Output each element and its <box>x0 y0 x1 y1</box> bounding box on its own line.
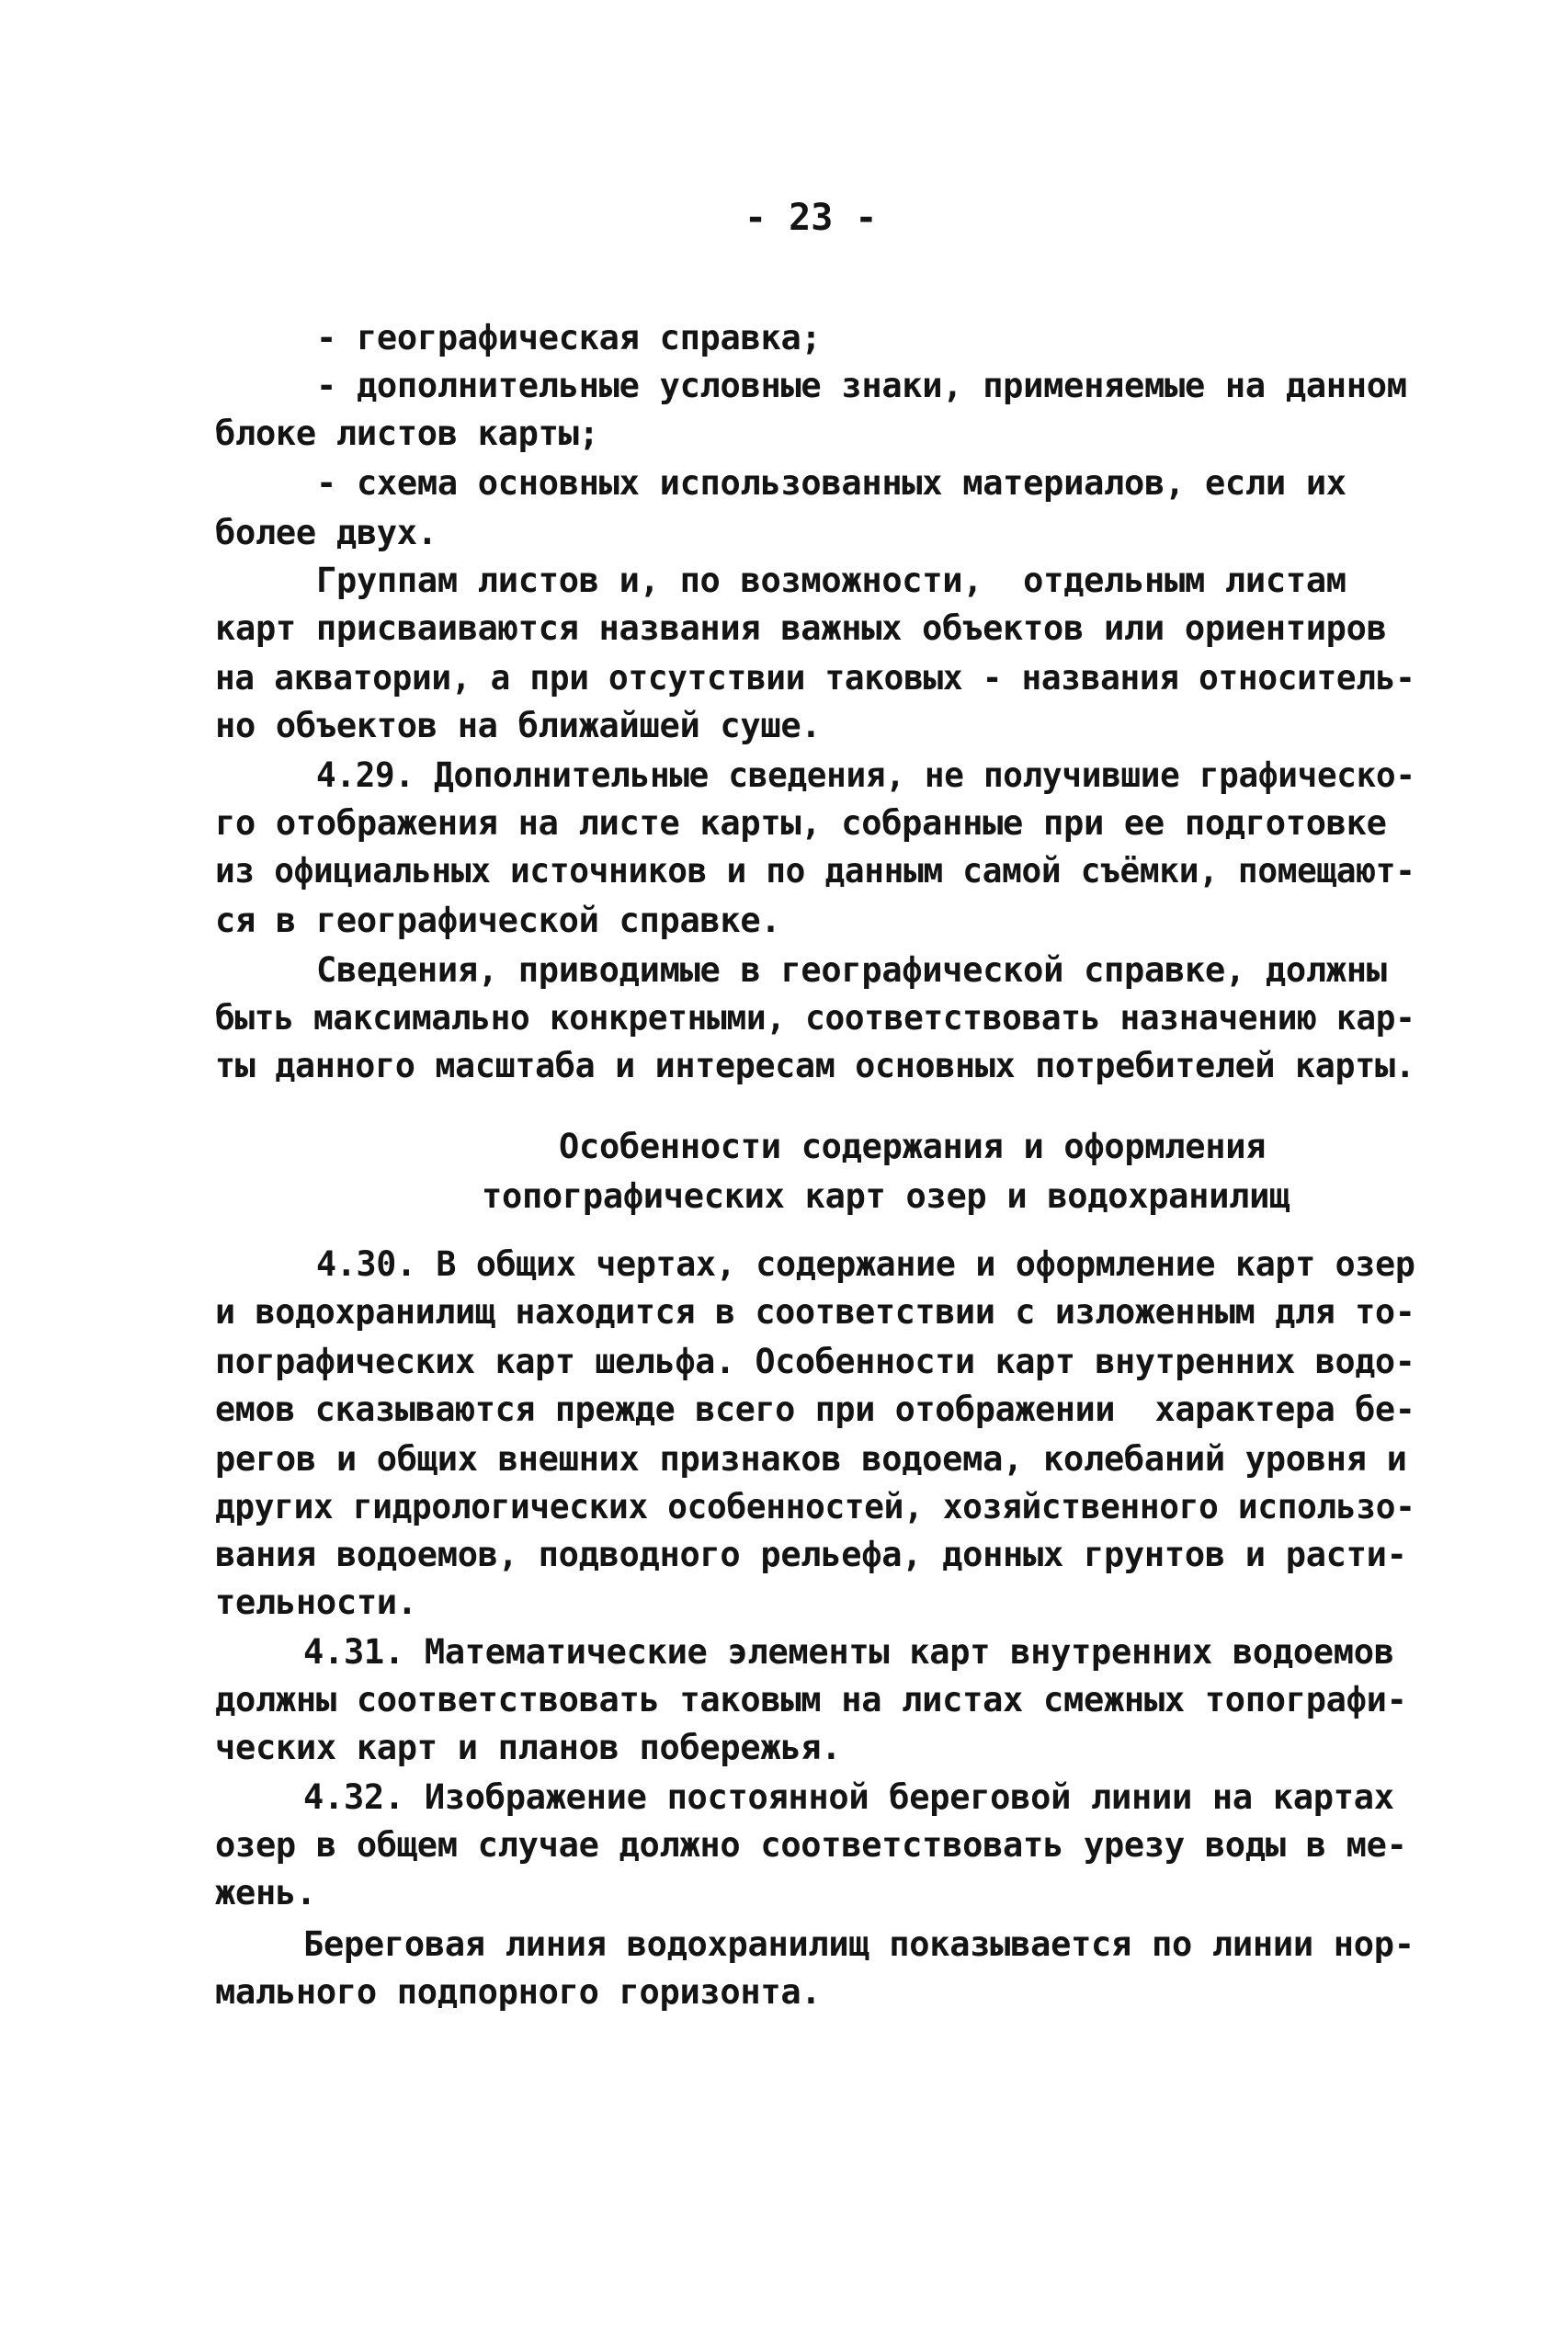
text-line: 4.31. Математические элементы карт внутренних водоемов <box>303 1632 1394 1672</box>
text-line: 4.30. В общих чертах, содержание и оформление карт озер <box>316 1244 1415 1284</box>
text-line: и водохранилищ находится в соответствии с изложенным для то- <box>215 1292 1415 1332</box>
text-line: ты данного масштаба и интересам основных потребителей карты. <box>215 1046 1415 1085</box>
text-line: жень. <box>215 1873 316 1912</box>
text-line: Береговая линия водохранилищ показывается по линии нор- <box>303 1924 1415 1964</box>
page-number: - 23 - <box>744 197 878 239</box>
text-line: карт присваиваются названия важных объектов или ориентиров <box>215 608 1387 648</box>
text-line: мального подпорного горизонта. <box>215 1972 822 2012</box>
text-line: озер в общем случае должно соответствовать урезу воды в ме- <box>215 1825 1407 1865</box>
text-line: более двух. <box>215 513 437 552</box>
text-line: Сведения, приводимые в географической справке, должны <box>316 950 1387 990</box>
text-line: - дополнительные условные знаки, применяемые на данном <box>316 366 1407 405</box>
text-line: 4.32. Изображение постоянной береговой линии на картах <box>303 1777 1394 1817</box>
text-line: - схема основных использованных материалов, если их <box>316 463 1346 503</box>
text-line: быть максимально конкретными, соответствовать назначению кар- <box>215 998 1415 1038</box>
text-line: Группам листов и, по возможности, отдельным листам <box>316 561 1346 600</box>
text-line: ся в географической справке. <box>215 901 781 940</box>
text-line: на акватории, а при отсутствии таковых - названия относитель- <box>215 658 1415 698</box>
text-line: 4.29. Дополнительные сведения, не получившие графическо- <box>316 755 1415 795</box>
text-line: других гидрологических особенностей, хозяйственного использо- <box>215 1487 1415 1526</box>
text-line: пографических карт шельфа. Особенности карт внутренних водо- <box>215 1342 1415 1381</box>
text-line: регов и общих внешних признаков водоема, колебаний уровня и <box>215 1439 1407 1479</box>
text-line: из официальных источников и по данным самой съёмки, помещают- <box>215 851 1415 891</box>
text-line: вания водоемов, подводного рельефа, донных грунтов и расти- <box>215 1535 1407 1574</box>
text-line: го отображения на листе карты, собранные при ее подготовке <box>215 803 1387 843</box>
text-line: должны соответствовать таковым на листах смежных топографи- <box>215 1680 1407 1719</box>
text-line: ческих карт и планов побережья. <box>215 1728 842 1767</box>
section-heading: Особенности содержания и оформления <box>559 1127 1267 1166</box>
text-line: емов сказываются прежде всего при отображении характера бе- <box>215 1390 1415 1429</box>
text-line: тельности. <box>215 1583 417 1622</box>
text-line: блоке листов карты; <box>215 414 599 453</box>
text-line: но объектов на ближайшей суше. <box>215 706 822 745</box>
text-line: - географическая справка; <box>316 318 822 357</box>
section-heading: топографических карт озер и водохранилищ <box>482 1176 1290 1216</box>
